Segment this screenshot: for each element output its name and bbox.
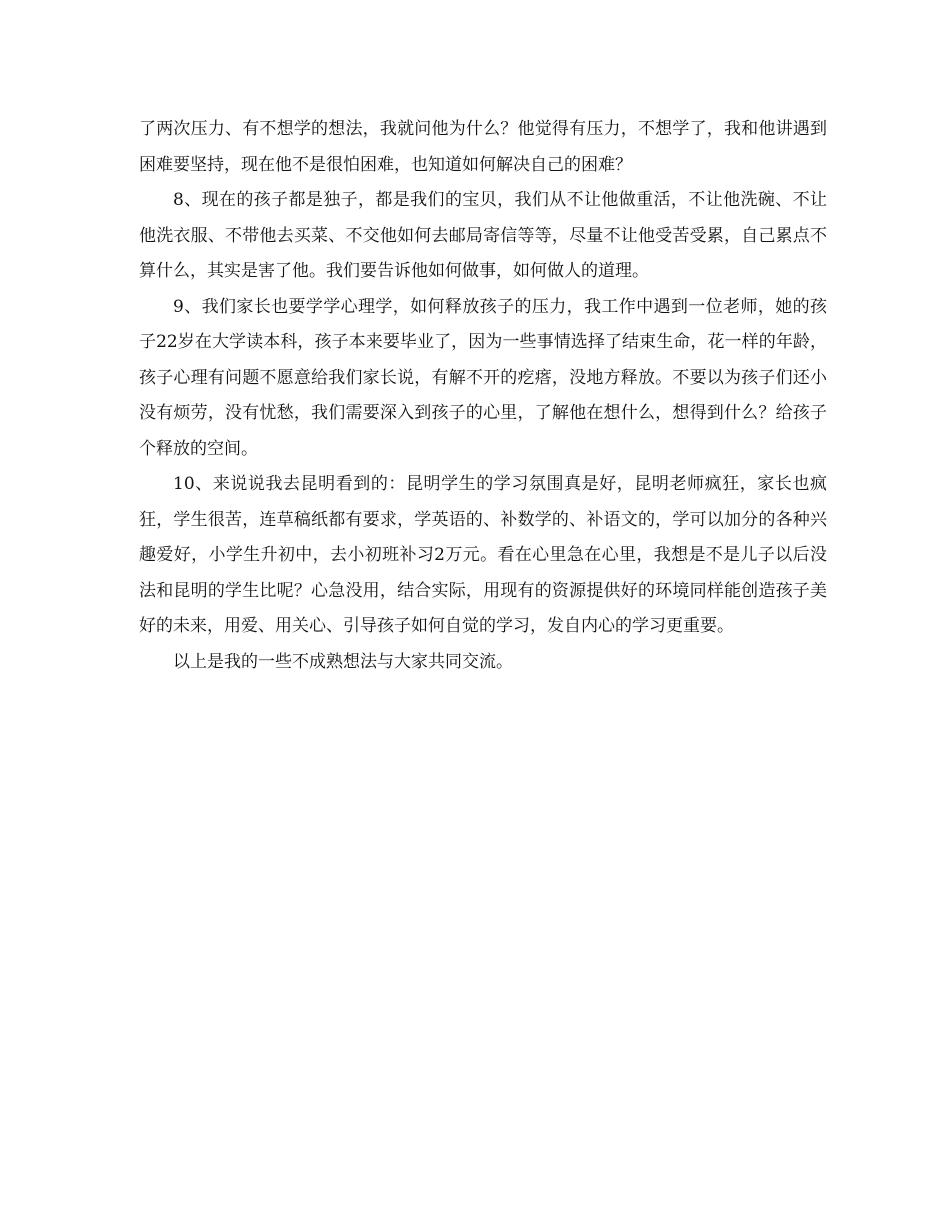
paragraph-item-10: 10、来说说我去昆明看到的：昆明学生的学习氛围真是好，昆明老师疯狂，家长也疯狂，学生很苦，连草稿纸都有要求，学英语的、补数学的、补语文的，学可以加分的各种兴趣爱好，小学生升初中，去小初班补习2万元。看在心里急在心里，我想是不是儿子以后没法和昆明的学生比呢？心急没用，结合实际，用现有的资源提供好的环境同样能创造孩子美好的未来，用爱、用关心、引导孩子如何自觉的学习，发自内心的学习更重要。 <box>139 474 827 636</box>
paragraph-item-9: 9、我们家长也要学学心理学，如何释放孩子的压力，我工作中遇到一位老师，她的孩子22岁在大学读本科，孩子本来要毕业了，因为一些事情选择了结束生命，花一样的年龄，孩子心理有问题不愿意给我们家长说，有解不开的疙瘩，没地方释放。不要以为孩子们还小没有烦劳，没有忧愁，我们需要深入到孩子的心里，了解他在想什么，想得到什么？给孩子个释放的空间。 <box>139 296 827 459</box>
paragraph-item-8: 8、现在的孩子都是独子，都是我们的宝贝，我们从不让他做重活，不让他洗碗、不让他洗衣服、不带他去买菜、不交他如何去邮局寄信等等，尽量不让他受苦受累，自己累点不算什么，其实是害了他。我们要告诉他如何做事，如何做人的道理。 <box>139 190 827 281</box>
paragraph-closing: 以上是我的一些不成熟想法与大家共同交流。 <box>173 651 513 672</box>
paragraph-continuation: 了两次压力、有不想学的想法，我就问他为什么？他觉得有压力，不想学了，我和他讲遇到困难要坚持，现在他不是很怕困难，也知道如何解决自己的困难？ <box>139 119 827 175</box>
document-body <box>139 112 827 680</box>
